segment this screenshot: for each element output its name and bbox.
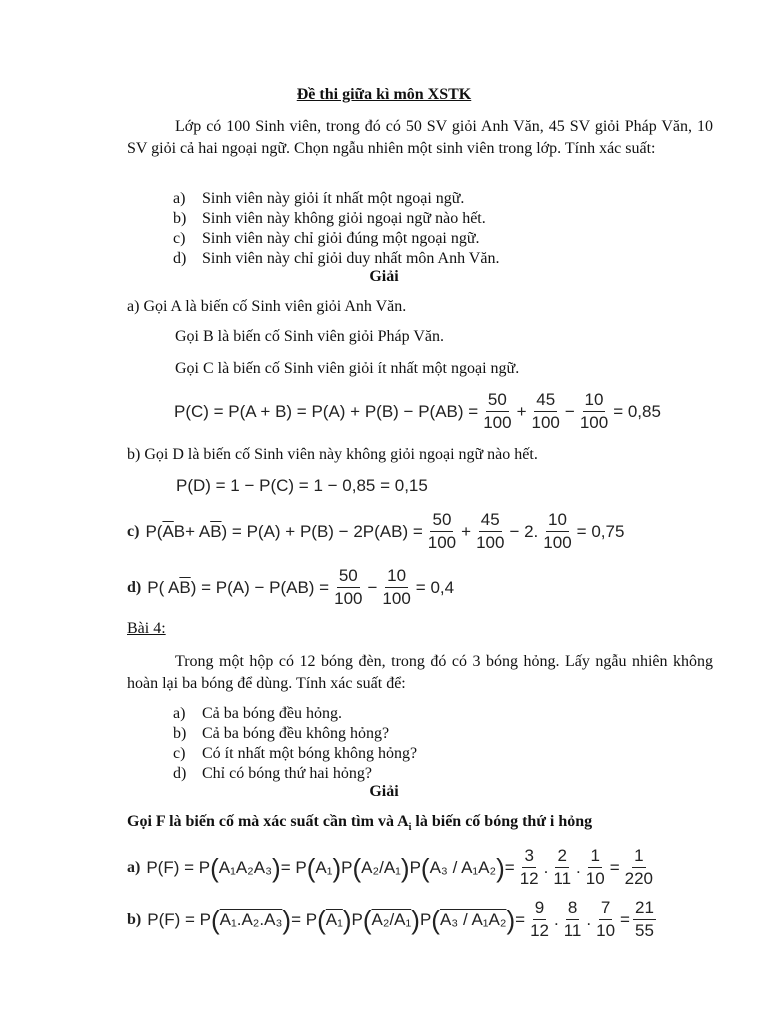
problem1-text: Lớp có 100 Sinh viên, trong đó có 50 SV giỏi Anh Văn, 45 SV giỏi Pháp Văn, 10 SV giỏi cả hai ngoại ngữ. Chọn ngẫu nhiên một sinh viên trong lớp. Tính xác suất: [127,118,713,157]
formula-bai4-a: a) P(F) = P ( A₁A₂A₃ ) = P ( A₁ ) P ( A₂/A₁ ) P ( A₃ / A₁A₂ ) = $\frac{3}{12}$ . $\frac{2}{11}$ . $\frac{1}{10}$ = $\frac{1}{220}$ [127,846,653,888]
solution2-intro: Gọi F là biến cố mà xác suất cần tìm và $A_i$ là biến cố bóng thứ i hỏng [127,813,593,834]
list-item: c) Sinh viên này chỉ giỏi đúng một ngoại ngữ. [173,230,480,247]
solution-b-line: b) Gọi D là biến cố Sinh viên này không giỏi ngoại ngữ nào hết. [127,446,538,463]
section-label-bai4: Bài 4: [127,620,166,637]
solution-c-definition: Gọi C là biến cố Sinh viên giỏi ít nhất một ngoại ngữ. [175,360,520,377]
solution-b-definition: Gọi B là biến cố Sinh viên giỏi Pháp Văn. [175,328,445,345]
formula-a: P(C) = P(A + B) = P(A) + P(B) − P(AB) = $\frac{50}{100}$ + $\frac{45}{100}$ − $\frac{10}{100}$ = 0,85 [174,390,661,432]
solution-a-line: a) Gọi A là biến cố Sinh viên giỏi Anh Văn. [127,298,407,315]
list-item: d) Sinh viên này chỉ giỏi duy nhất môn Anh Văn. [173,250,500,267]
problem2-list [173,704,713,784]
problem2-text: Trong một hộp có 12 bóng đèn, trong đó có 3 bóng hỏng. Lấy ngẫu nhiên không hoàn lại ba bóng để dùng. Tính xác suất để: [127,653,713,692]
formula-bai4-b: b) P(F) = P ( A₁.A₂.A₃ ) = P ( A₁ ) P ( A₂/A₁ ) P ( A₃ / A₁A₂ ) = $\frac{9}{12}$ . $\frac{8}{11}$ . $\frac{7}{10}$ = $\frac{21}{55}$ [127,898,654,940]
list-item: d) Chỉ có bóng thứ hai hỏng? [173,765,372,782]
page-title: Đề thi giữa kì môn XSTK [296,86,472,103]
list-item: b) Sinh viên này không giỏi ngoại ngữ nào hết. [173,210,486,227]
list-item: c) Có ít nhất một bóng không hỏng? [173,745,418,762]
formula-b: P(D) = 1 − P(C) = 1 − 0,85 = 0,15 [176,476,428,495]
list-item: a) Cả ba bóng đều hỏng. [173,705,342,722]
solution2-heading: Giải [369,783,399,800]
formula-d: d) P( A $\overline{B}$ ) = P(A) − P(AB) = $\frac{50}{100}$ − $\frac{10}{100}$ = 0,4 [127,566,455,608]
list-item: b) Cả ba bóng đều không hỏng? [173,725,390,742]
list-item: a) Sinh viên này giỏi ít nhất một ngoại ngữ. [173,190,465,207]
solution-heading: Giải [369,268,399,285]
problem1-list [173,189,713,269]
formula-c: c) P( $\overline{A}$ B + A $\overline{B}$ ) = P(A) + P(B) − 2P(AB) = $\frac{50}{100}$ + $\frac{45}{100}$ − 2. $\frac{10}{100}$ = 0,75 [127,510,625,552]
